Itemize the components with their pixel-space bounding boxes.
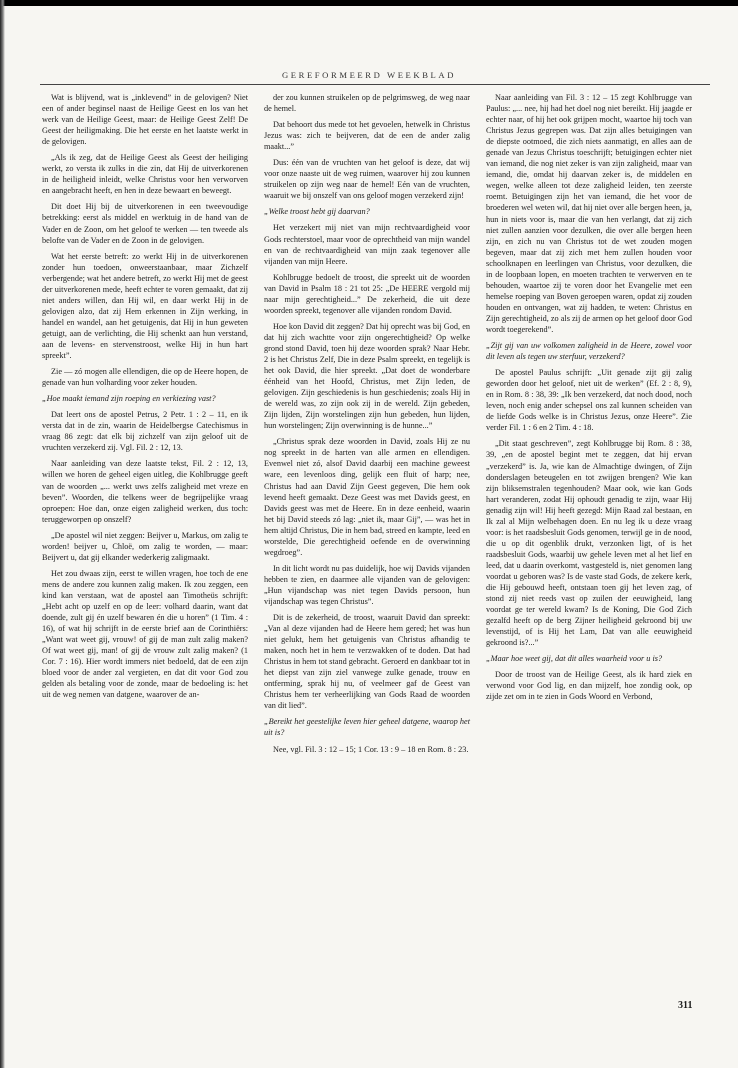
paragraph: der zou kunnen struikelen op de pelgrimsweg, de weg naar de hemel. bbox=[264, 93, 470, 114]
paragraph: Naar aanleiding van deze laatste tekst, Fil. 2 : 12, 13, willen we horen de geheel eigen uitleg, die Kohlbrugge geeft van de woorden „... werkt uws zelfs zaligheid met vreze en beven”. Woorden, die telkens weer de begrijpelijke vraag oproepen: Hoe dan, onze eigen zaligheid werken, dus toch: teruggeworpen op onszelf? bbox=[42, 459, 248, 524]
paragraph: Het zou dwaas zijn, eerst te willen vragen, hoe toch de ene mens de andere zou kunnen zalig maken. Ik zou zeggen, een kind kan verstaan, wat de apostel aan Timotheüs schrijft: „Hebt acht op uzelf en op de leer: volhard daarin, want dat doende, zult gij én uzelf bewaren én die u horen” (1 Tim. 4 : 16), of wat hij schrijft in de eerste brief aan de Corinthiërs: „Want wat weet gij, vrouw! of gij de man zult zalig maken? Of wat weet gij, man! of gij de vrouw zult zalig maken? (1 Cor. 7 : 16). Hier wordt immers niet bedoeld, dat de een zijn bloed voor de ander zal vergieten, en dat dit voor God zou gelden als betaling voor de zonde, maar de bedoeling is: het uit de weg nemen van datgene, waarover de an- bbox=[42, 568, 248, 700]
header-rule bbox=[40, 84, 710, 85]
paragraph: Dat leert ons de apostel Petrus, 2 Petr. 1 : 2 – 11, en ik versta dat in de zin, waarin de Heidelbergse Catechismus in vraag 86 zegt: dat elk bij zichzelf van zijn geloof uit de vruchten verzekerd zij. Vgl. Fil. 2 : 12, 13. bbox=[42, 410, 248, 453]
paragraph: Dus: één van de vruchten van het geloof is deze, dat wij voor onze naaste uit de weg ruimen, waarover hij zou kunnen struikelen op zijn weg naar de hemel! Eén van de vruchten, waaruit we bij onszelf van ons geloof mogen verzekerd zijn! bbox=[264, 158, 470, 201]
question-heading: „Zijt gij van uw volkomen zaligheid in de Heere, zowel voor dit leven als tegen uw sterfuur, verzekerd? bbox=[486, 341, 692, 362]
scan-edge-left bbox=[0, 0, 5, 1068]
paragraph: Wat het eerste betreft: zo werkt Hij in de uitverkorenen zonder hun toedoen, onweerstaanbaar, maar Zichzelf verbergende; wat het andere betreft, zo werkt Hij met de geest der uitverkorenen mede, heeft echter te voren gemaakt, dat zij niet anders willen, dan Hij wil, en daar werkt Hij in de gelovigen alzo, dat zij Hem erkennen in Zijn werking, in handel en wandel, aan het getuigenis, dat Hij in hun geweten getuigt, aan de verlichting, die Hij schenkt aan hun verstand, aan de levens- en stervenstroost, welke Hij in hun hart spreekt”. bbox=[42, 251, 248, 361]
column-3 bbox=[486, 92, 692, 707]
question-heading: „Bereikt het geestelijke leven hier geheel datgene, waarop het uit is? bbox=[264, 717, 470, 738]
paragraph: „Christus sprak deze woorden in David, zoals Hij ze nu nog spreekt in de harten van alle armen en ellendigen. Evenwel niet zó, alsof David daarbij een machine geweest ware, een levenloos ding, gelijk een fluit of harp; nee, Christus had aan David Zijn Geest gegeven, Die hem ook levend heeft gemaakt. Deze Geest was met Davids geest, en Davids geest was met de Heere. En in deze eenheid, waarin het bij David steeds zó lag: „niet ik, maar Gij”, — was het in hem altijd Christus, Die in hem bad, streed en kampte, leed en worstelde, Die gerechtigheid oefende en de overwinning wegdroeg”. bbox=[264, 437, 470, 557]
paragraph: Hoe kon David dit zeggen? Dat hij oprecht was bij God, en dat hij zich wachtte voor zijn ongerechtigheid? Op welke grond stond David, toen hij deze woorden sprak? Naar Hebr. 2 is het Christus Zelf, Die in deze Psalm spreekt, en tegelijk is het ook David, die hier spreekt. „Dat doet de wonderbare éénheid van het Hoofd, Christus, met Zijn leden, de gelovigen. Zijn geschiedenis is hun geschiedenis; zoals Hij in de wereld was, zo zijn ook zij in de wereld. Zijn gebeden, Zijn lijden, Zijn worstelingen zijn hun gebeden, hun lijden, hun worstelingen; Zijn overwinning is de hunne...” bbox=[264, 321, 470, 431]
paragraph: Kohlbrugge bedoelt de troost, die spreekt uit de woorden van David in Psalm 18 : 21 tot 25: „De HEERE vergold mij naar mijn gerechtigheid...” De zekerheid, die uit deze woorden spreekt, tegenover alle vijanden rondom David. bbox=[264, 272, 470, 315]
running-header: GEREFORMEERD WEEKBLAD bbox=[281, 70, 457, 80]
paragraph: Wat is blijvend, wat is „inklevend” in de gelovigen? Niet een of ander beginsel naast de Heilige Geest en los van het werk van de Heilige Geest, maar: de Heilige Geest Zelf! De Geest der heiligmaking. Die het eerste en het laatste werkt in de gelovigen. bbox=[42, 93, 248, 147]
paragraph: Door de troost van de Heilige Geest, als ik hard ziek en verwond voor God lig, en dan mijzelf, hoe zondig ook, op zijde zet om in te zien in Gods Woord en Verbond, bbox=[486, 670, 692, 702]
paragraph: Het verzekert mij niet van mijn rechtvaardigheid voor Gods rechterstoel, maar voor de oprechtheid van mijn wandel en van de rechtvaardigheid van mijn zaak tegenover alle vijanden van mijn Heere. bbox=[264, 223, 470, 266]
page-number: 311 bbox=[678, 1000, 693, 1011]
paragraph: De apostel Paulus schrijft: „Uit genade zijt gij zalig geworden door het geloof, niet uit de werken” (Ef. 2 : 8, 9), en in Rom. 8 : 38, 39: „Ik ben verzekerd, dat noch dood, noch leven, noch enig ander schepsel ons zal kunnen scheiden van de liefde Gods welke is in Christus Jezus, onze Heere”. Zie verder Fil. 1 : 6 en 2 Tim. 4 : 18. bbox=[486, 368, 692, 433]
paragraph: Dat behoort dus mede tot het gevoelen, hetwelk in Christus Jezus was: zich te beijveren, dat de een de ander zalig maakt...” bbox=[264, 120, 470, 152]
scan-edge-top bbox=[0, 0, 738, 6]
paragraph: „Dit staat geschreven”, zegt Kohlbrugge bij Rom. 8 : 38, 39, „en de apostel begint met te zeggen, dat hij ervan „verzekerd” is. Ja, wie kan de Almachtige dwingen, of Zijn donderslagen beteugelen en tot zwijgen brengen? Wie kan zijn bliksemstralen tegenhouden? Maar ook, wie kan Gods hart veranderen, zodat Hij ophoudt genadig te zijn, waar Hij genadig zijn wil! Hij heeft gezegd: Mijn Raad zal bestaan, en Ik zal al Mijn welbehagen doen. En nu leg ik u deze vraag voor: is het raadsbesluit Gods genomen, terwijl ge in de nood, die u op dit ogenblik drukt, verzonken ligt, of is het raadsbesluit Gods, waarbij uw gehele leven met al het lief en leed, dat u daarin overkomt, vastgesteld is, niet genomen lang voordat u geboren was? Is de vaste stad Gods, de zekere kerk, die Hij gebouwd heeft, ontstaan toen gij het leven zag, of stond zij niet reeds vast op zuilen der eeuwigheid, lang voordat ge ter wereld kwam? Is de Koning, Die God Zich gezalfd heeft op de berg Zijner heiligheid gekroond bij uw levenstijd, of is Hij het Lam, Dat van alle eeuwigheid gekroond is?...” bbox=[486, 439, 692, 648]
paragraph: „De apostel wil niet zeggen: Beijver u, Markus, om zalig te worden! beijver u, Chloë, om zalig te worden, — maar: Beijvert u, dat gij elkander wederkerig zaligmaakt. bbox=[42, 530, 248, 562]
paragraph: Nee, vgl. Fil. 3 : 12 – 15; 1 Cor. 13 : 9 – 18 en Rom. 8 : 23. bbox=[273, 744, 469, 754]
paragraph: In dit licht wordt nu pas duidelijk, hoe wij Davids vijanden hebben te zien, en daarmee alle vijanden van de gelovigen: „Hun vijandschap was niet tegen Davids persoon, hun vijandschap was tegen Christus”. bbox=[264, 563, 470, 606]
paragraph: Zie — zó mogen alle ellendigen, die op de Heere hopen, de genade van hun volharding voor zeker houden. bbox=[42, 367, 248, 388]
question-heading: „Maar hoe weet gij, dat dit alles waarheid voor u is? bbox=[486, 654, 663, 664]
paragraph: Dit is de zekerheid, de troost, waaruit David dan spreekt: „Van al deze vijanden had de Heere hem gered; het was hun niet gelukt, hem het getuigenis van Christus afhandig te maken, noch het in hem te verzwakken of te doden. Dat had Christus in hem tot stand gebracht. Geroerd en dankbaar tot in het diepst van zijn ziel vanwege zulke genade, trouw en ontferming, sprak hij nu, of veelmeer gaf de Geest van Christus hem ter verheerlijking van Gods Raad de woorden van dit lied”. bbox=[264, 613, 470, 711]
column-2 bbox=[264, 92, 470, 760]
paragraph: Naar aanleiding van Fil. 3 : 12 – 15 zegt Kohlbrugge van Paulus: „... nee, hij had het doel nog niet bereikt. Hij jaagde er echter naar, of hij het ook grijpen mocht, waartoe hij toch van Christus Jezus gegrepen was. Dat zijn alles betuigingen van de diepste ootmoed, die zich niets aanmatigt, en alles aan de genade van Jezus Christus toeschrijft; betuigingen echter niet van iemand, die nog niet zeker is van zijn zaligheid, maar van iemand, die, omdat hij daarvan zeker is, de middelen en wegen, welke alleen tot deze zaligheid leiden, ten zeerste roemt. Betuigingen zijn het van iemand, die het voor de broederen wel weten wil, dat hij niet over alle bergen heen, ja, hun in niets voor is, maar die van hen verlangt, dat zij zich niet zullen aanzien voor dezulken, die over alle bergen heen zijn, en zich nu van Christus tot de wet zouden mogen begeven, maar dat zij zich met hem zullen houden voor schoolknapen en leerlingen van Christus, voor dezulken, die in de loopbaan lopen, en moeten trachten te verwerven en te behouden, waartoe zij te voren door het Evangelie met een hemelse roeping van Boven geroepen waren, opdat zij zouden houden en ontvangen, wat zij hadden, te weten: Christus en Zijn gerechtigheid, zo als zij de armen op het geloof door God wordt toegerekend”. bbox=[486, 93, 692, 334]
column-1 bbox=[42, 92, 248, 705]
paragraph: Dit doet Hij bij de uitverkorenen in een tweevoudige betrekking: eerst als middel en werktuig in de hand van de Vader en de Zoon, om het geloof te werken — ten tweede als beloftе van de Vader en de Zoon in de gelovigen. bbox=[42, 202, 248, 245]
question-heading: „Welke troost hebt gij daarvan? bbox=[264, 207, 370, 217]
question-heading: „Hoe maakt iemand zijn roeping en verkiezing vast? bbox=[42, 394, 216, 404]
paragraph: „Als ik zeg, dat de Heilige Geest als Geest der heiliging werkt, zo versta ik zulks in die zin, dat Hij de uitverkorenen in de heiligheid inleidt, welke Christus voor hen verworven en aangebracht heeft, en hen in deze bewaart en beweegt. bbox=[42, 153, 248, 196]
